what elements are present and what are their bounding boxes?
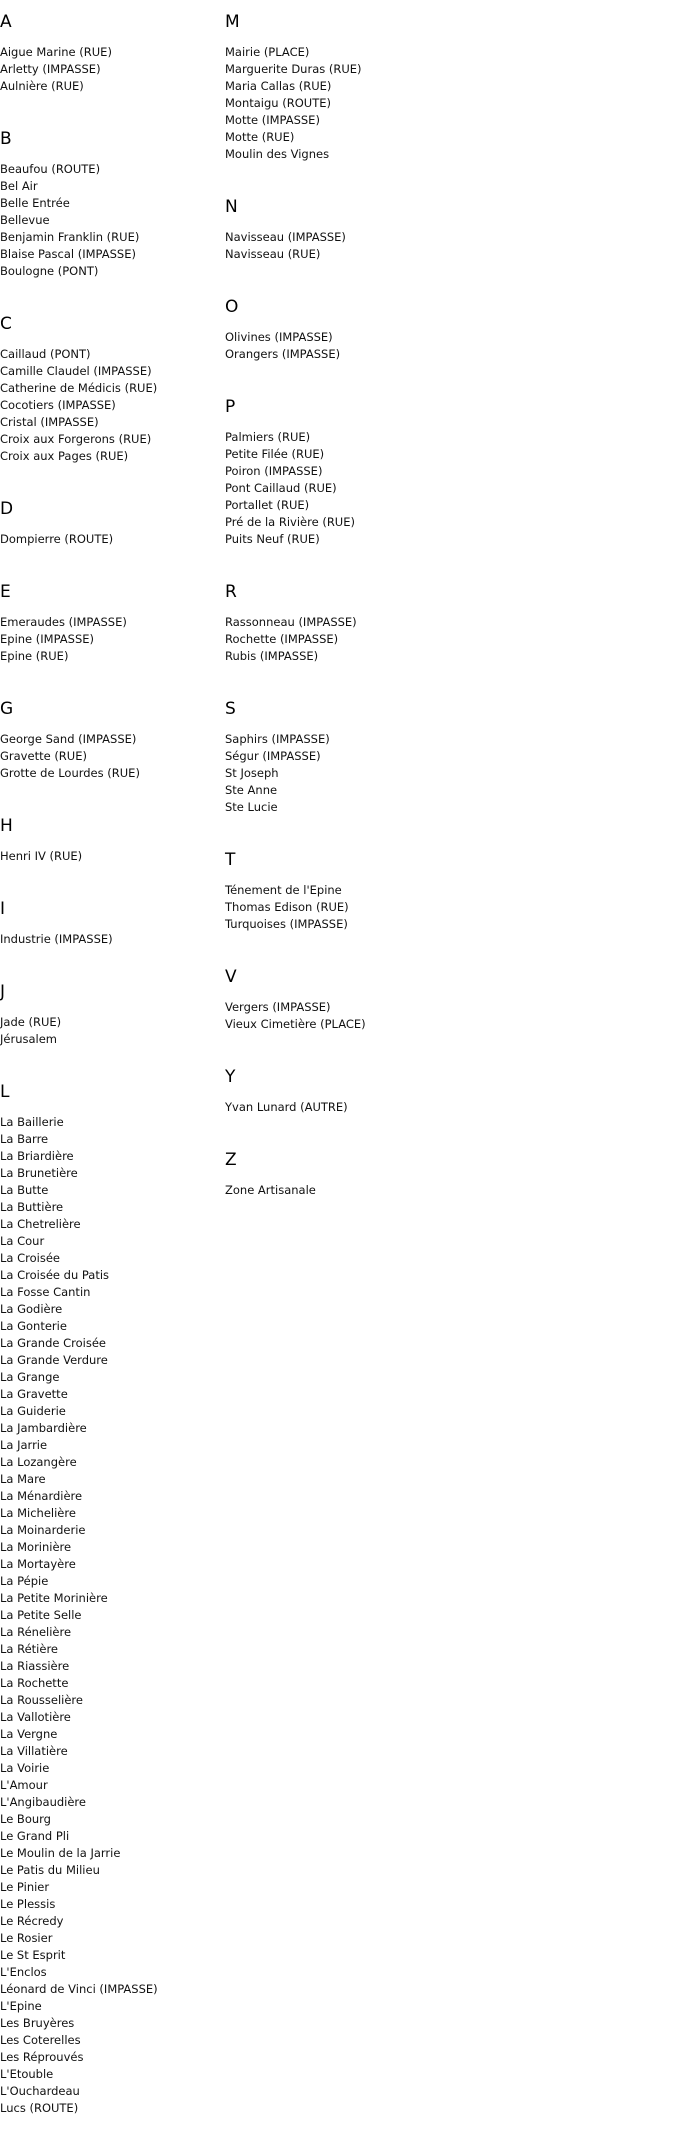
street-item-le-moulin-de-la-jarrie: Le Moulin de la Jarrie <box>0 1846 121 1860</box>
street-item-la-moriniere: La Morinière <box>0 1540 72 1554</box>
letter-heading: C <box>0 314 12 334</box>
letter-section-m <box>225 0 450 185</box>
letter-section-v <box>225 955 450 1055</box>
street-item-segur-impasse: Ségur (IMPASSE) <box>225 749 321 763</box>
street-item-la-guiderie: La Guiderie <box>0 1404 66 1418</box>
street-item-la-buttiere: La Buttière <box>0 1200 64 1214</box>
street-item-beaufou-route: Beaufou (ROUTE) <box>0 162 101 176</box>
street-item-zone-artisanale: Zone Artisanale <box>225 1183 316 1197</box>
street-item-l-ouchardeau: L'Ouchardeau <box>0 2084 80 2098</box>
street-item-la-lozangere: La Lozangère <box>0 1455 77 1469</box>
street-item-cocotiers-impasse: Cocotiers (IMPASSE) <box>0 398 116 412</box>
letter-heading: Y <box>225 1067 236 1087</box>
street-item-epine-impasse: Epine (IMPASSE) <box>0 632 94 646</box>
street-item-tenement-de-l-epine: Ténement de l'Epine <box>225 883 342 897</box>
letter-heading: H <box>0 816 13 836</box>
letter-section-c <box>0 302 225 487</box>
street-list <box>225 999 450 1033</box>
street-item-olivines-impasse: Olivines (IMPASSE) <box>225 330 333 344</box>
letter-section-s <box>225 687 450 838</box>
street-item-la-fosse-cantin: La Fosse Cantin <box>0 1285 91 1299</box>
street-item-le-pinier: Le Pinier <box>0 1880 50 1894</box>
street-item-navisseau-impasse: Navisseau (IMPASSE) <box>225 230 346 244</box>
street-list <box>0 614 225 665</box>
letter-heading: A <box>0 12 12 32</box>
street-item-la-grande-verdure: La Grande Verdure <box>0 1353 108 1367</box>
street-item-les-bruyeres: Les Bruyères <box>0 2016 75 2030</box>
street-list <box>0 1114 225 2117</box>
street-item-la-villatiere: La Villatière <box>0 1744 68 1758</box>
street-item-le-recredy: Le Récredy <box>0 1914 64 1928</box>
letter-heading: I <box>0 899 6 919</box>
street-item-la-rousseliere: La Rousselière <box>0 1693 83 1707</box>
street-list <box>225 429 450 548</box>
letter-section-z <box>225 1138 450 1221</box>
street-item-la-mortayere: La Mortayère <box>0 1557 76 1571</box>
street-list <box>225 1182 450 1199</box>
street-list <box>225 229 450 263</box>
street-item-belle-entree: Belle Entrée <box>0 196 70 210</box>
street-index-left-column <box>0 0 225 2139</box>
street-item-rochette-impasse: Rochette (IMPASSE) <box>225 632 339 646</box>
street-item-la-gravette: La Gravette <box>0 1387 68 1401</box>
street-item-thomas-edison-rue: Thomas Edison (RUE) <box>225 900 349 914</box>
street-item-l-etouble: L'Etouble <box>0 2067 54 2081</box>
street-item-ste-anne: Ste Anne <box>225 783 278 797</box>
letter-section-y <box>225 1055 450 1138</box>
street-item-puits-neuf-rue: Puits Neuf (RUE) <box>225 532 320 546</box>
street-item-motte-impasse: Motte (IMPASSE) <box>225 113 320 127</box>
street-item-la-butte: La Butte <box>0 1183 49 1197</box>
street-item-la-petite-moriniere: La Petite Morinière <box>0 1591 108 1605</box>
street-index-right-column <box>225 0 450 1221</box>
street-item-la-godiere: La Godière <box>0 1302 63 1316</box>
street-item-poiron-impasse: Poiron (IMPASSE) <box>225 464 323 478</box>
letter-heading: J <box>0 982 6 1002</box>
street-item-la-barre: La Barre <box>0 1132 49 1146</box>
letter-heading: Z <box>225 1150 237 1170</box>
street-item-marguerite-duras-rue: Marguerite Duras (RUE) <box>225 62 362 76</box>
street-item-la-vergne: La Vergne <box>0 1727 58 1741</box>
street-item-la-vallotiere: La Vallotière <box>0 1710 71 1724</box>
street-item-la-moinarderie: La Moinarderie <box>0 1523 86 1537</box>
street-item-l-angibaudiere: L'Angibaudière <box>0 1795 86 1809</box>
street-item-benjamin-franklin-rue: Benjamin Franklin (RUE) <box>0 230 140 244</box>
street-item-turquoises-impasse: Turquoises (IMPASSE) <box>225 917 348 931</box>
street-item-portallet-rue: Portallet (RUE) <box>225 498 310 512</box>
street-item-la-micheliere: La Michelière <box>0 1506 76 1520</box>
letter-section-h <box>0 804 225 887</box>
letter-heading: P <box>225 397 236 417</box>
street-item-grotte-de-lourdes-rue: Grotte de Lourdes (RUE) <box>0 766 140 780</box>
street-item-pont-caillaud-rue: Pont Caillaud (RUE) <box>225 481 337 495</box>
street-item-la-brunetiere: La Brunetière <box>0 1166 78 1180</box>
letter-heading: G <box>0 699 14 719</box>
letter-section-l <box>0 1070 225 2139</box>
street-item-rubis-impasse: Rubis (IMPASSE) <box>225 649 319 663</box>
street-item-la-briardiere: La Briardière <box>0 1149 74 1163</box>
street-item-vieux-cimetiere-place: Vieux Cimetière (PLACE) <box>225 1017 366 1031</box>
street-item-la-grange: La Grange <box>0 1370 60 1384</box>
letter-section-a <box>0 0 225 117</box>
street-item-la-petite-selle: La Petite Selle <box>0 1608 82 1622</box>
street-item-emeraudes-impasse: Emeraudes (IMPASSE) <box>0 615 127 629</box>
street-list <box>0 1014 225 1048</box>
street-list <box>225 44 450 163</box>
street-item-l-amour: L'Amour <box>0 1778 48 1792</box>
street-list <box>0 731 225 782</box>
street-list <box>0 931 225 948</box>
street-list <box>0 848 225 865</box>
letter-heading: V <box>225 967 237 987</box>
street-item-dompierre-route: Dompierre (ROUTE) <box>0 532 114 546</box>
street-item-epine-rue: Epine (RUE) <box>0 649 69 663</box>
street-list <box>225 731 450 816</box>
letter-heading: R <box>225 582 237 602</box>
street-list <box>225 329 450 363</box>
street-item-le-grand-pli: Le Grand Pli <box>0 1829 70 1843</box>
street-item-jade-rue: Jade (RUE) <box>0 1015 62 1029</box>
street-list <box>225 614 450 665</box>
street-item-la-mare: La Mare <box>0 1472 46 1486</box>
street-item-les-reprouves: Les Réprouvés <box>0 2050 84 2064</box>
street-item-vergers-impasse: Vergers (IMPASSE) <box>225 1000 331 1014</box>
street-item-la-grande-croisee: La Grande Croisée <box>0 1336 106 1350</box>
letter-section-d <box>0 487 225 570</box>
letter-section-j <box>0 970 225 1070</box>
letter-section-g <box>0 687 225 804</box>
street-item-les-coterelles: Les Coterelles <box>0 2033 81 2047</box>
street-item-croix-aux-pages-rue: Croix aux Pages (RUE) <box>0 449 129 463</box>
street-item-catherine-de-medicis-rue: Catherine de Médicis (RUE) <box>0 381 158 395</box>
street-item-bel-air: Bel Air <box>0 179 38 193</box>
letter-section-e <box>0 570 225 687</box>
letter-heading: B <box>0 129 12 149</box>
street-item-george-sand-impasse: George Sand (IMPASSE) <box>0 732 137 746</box>
street-item-la-croisee: La Croisée <box>0 1251 60 1265</box>
street-list <box>225 1099 450 1116</box>
street-list <box>225 882 450 933</box>
street-item-la-jarrie: La Jarrie <box>0 1438 48 1452</box>
street-item-la-riassiere: La Riassière <box>0 1659 70 1673</box>
street-item-aigue-marine-rue: Aigue Marine (RUE) <box>0 45 112 59</box>
street-item-la-menardiere: La Ménardière <box>0 1489 83 1503</box>
street-item-industrie-impasse: Industrie (IMPASSE) <box>0 932 113 946</box>
street-item-yvan-lunard-autre: Yvan Lunard (AUTRE) <box>225 1100 348 1114</box>
street-item-pre-de-la-riviere-rue: Pré de la Rivière (RUE) <box>225 515 355 529</box>
street-item-la-jambardiere: La Jambardière <box>0 1421 87 1435</box>
street-item-le-st-esprit: Le St Esprit <box>0 1948 66 1962</box>
street-item-lucs-route: Lucs (ROUTE) <box>0 2101 79 2115</box>
street-item-le-bourg: Le Bourg <box>0 1812 51 1826</box>
street-item-le-patis-du-milieu: Le Patis du Milieu <box>0 1863 100 1877</box>
street-item-orangers-impasse: Orangers (IMPASSE) <box>225 347 341 361</box>
street-item-jerusalem: Jérusalem <box>0 1032 57 1046</box>
letter-section-n <box>225 185 450 285</box>
street-list <box>0 161 225 280</box>
street-item-moulin-des-vignes: Moulin des Vignes <box>225 147 330 161</box>
letter-section-r <box>225 570 450 687</box>
street-item-la-voirie: La Voirie <box>0 1761 50 1775</box>
street-item-bellevue: Bellevue <box>0 213 50 227</box>
street-item-l-epine: L'Epine <box>0 1999 42 2013</box>
letter-heading: S <box>225 699 236 719</box>
letter-heading: E <box>0 582 11 602</box>
street-item-arletty-impasse: Arletty (IMPASSE) <box>0 62 101 76</box>
street-item-la-cour: La Cour <box>0 1234 45 1248</box>
street-item-ste-lucie: Ste Lucie <box>225 800 278 814</box>
street-item-st-joseph: St Joseph <box>225 766 279 780</box>
letter-section-p <box>225 385 450 570</box>
street-item-la-reneliere: La Rénelière <box>0 1625 72 1639</box>
letter-heading: N <box>225 197 238 217</box>
street-item-la-rochette: La Rochette <box>0 1676 69 1690</box>
street-item-saphirs-impasse: Saphirs (IMPASSE) <box>225 732 330 746</box>
street-item-mairie-place: Mairie (PLACE) <box>225 45 310 59</box>
street-item-le-plessis: Le Plessis <box>0 1897 56 1911</box>
street-item-gravette-rue: Gravette (RUE) <box>0 749 87 763</box>
letter-heading: O <box>225 297 239 317</box>
street-item-blaise-pascal-impasse: Blaise Pascal (IMPASSE) <box>0 247 136 261</box>
street-item-navisseau-rue: Navisseau (RUE) <box>225 247 321 261</box>
street-item-la-chetreliere: La Chetrelière <box>0 1217 81 1231</box>
street-item-boulogne-pont: Boulogne (PONT) <box>0 264 99 278</box>
street-item-henri-iv-rue: Henri IV (RUE) <box>0 849 83 863</box>
street-item-maria-callas-rue: Maria Callas (RUE) <box>225 79 332 93</box>
letter-section-t <box>225 838 450 955</box>
letter-heading: D <box>0 499 14 519</box>
street-list <box>0 531 225 548</box>
street-item-rassonneau-impasse: Rassonneau (IMPASSE) <box>225 615 357 629</box>
street-item-la-croisee-du-patis: La Croisée du Patis <box>0 1268 110 1282</box>
letter-section-o <box>225 285 450 385</box>
street-list <box>0 346 225 465</box>
street-item-motte-rue: Motte (RUE) <box>225 130 295 144</box>
letter-heading: M <box>225 12 240 32</box>
street-item-l-enclos: L'Enclos <box>0 1965 47 1979</box>
letter-heading: T <box>225 850 236 870</box>
street-item-croix-aux-forgerons-rue: Croix aux Forgerons (RUE) <box>0 432 152 446</box>
street-item-aulniere-rue: Aulnière (RUE) <box>0 79 84 93</box>
street-item-petite-filee-rue: Petite Filée (RUE) <box>225 447 325 461</box>
street-item-la-retiere: La Rétière <box>0 1642 58 1656</box>
letter-section-i <box>0 887 225 970</box>
letter-heading: L <box>0 1082 10 1102</box>
street-item-montaigu-route: Montaigu (ROUTE) <box>225 96 331 110</box>
street-item-le-rosier: Le Rosier <box>0 1931 53 1945</box>
street-item-camille-claudel-impasse: Camille Claudel (IMPASSE) <box>0 364 152 378</box>
street-list <box>0 44 225 95</box>
street-item-cristal-impasse: Cristal (IMPASSE) <box>0 415 99 429</box>
street-item-palmiers-rue: Palmiers (RUE) <box>225 430 311 444</box>
street-item-la-pepie: La Pépie <box>0 1574 49 1588</box>
street-item-la-baillerie: La Baillerie <box>0 1115 64 1129</box>
street-item-caillaud-pont: Caillaud (PONT) <box>0 347 91 361</box>
street-item-leonard-de-vinci-impasse: Léonard de Vinci (IMPASSE) <box>0 1982 158 1996</box>
street-item-la-gonterie: La Gonterie <box>0 1319 67 1333</box>
letter-section-b <box>0 117 225 302</box>
